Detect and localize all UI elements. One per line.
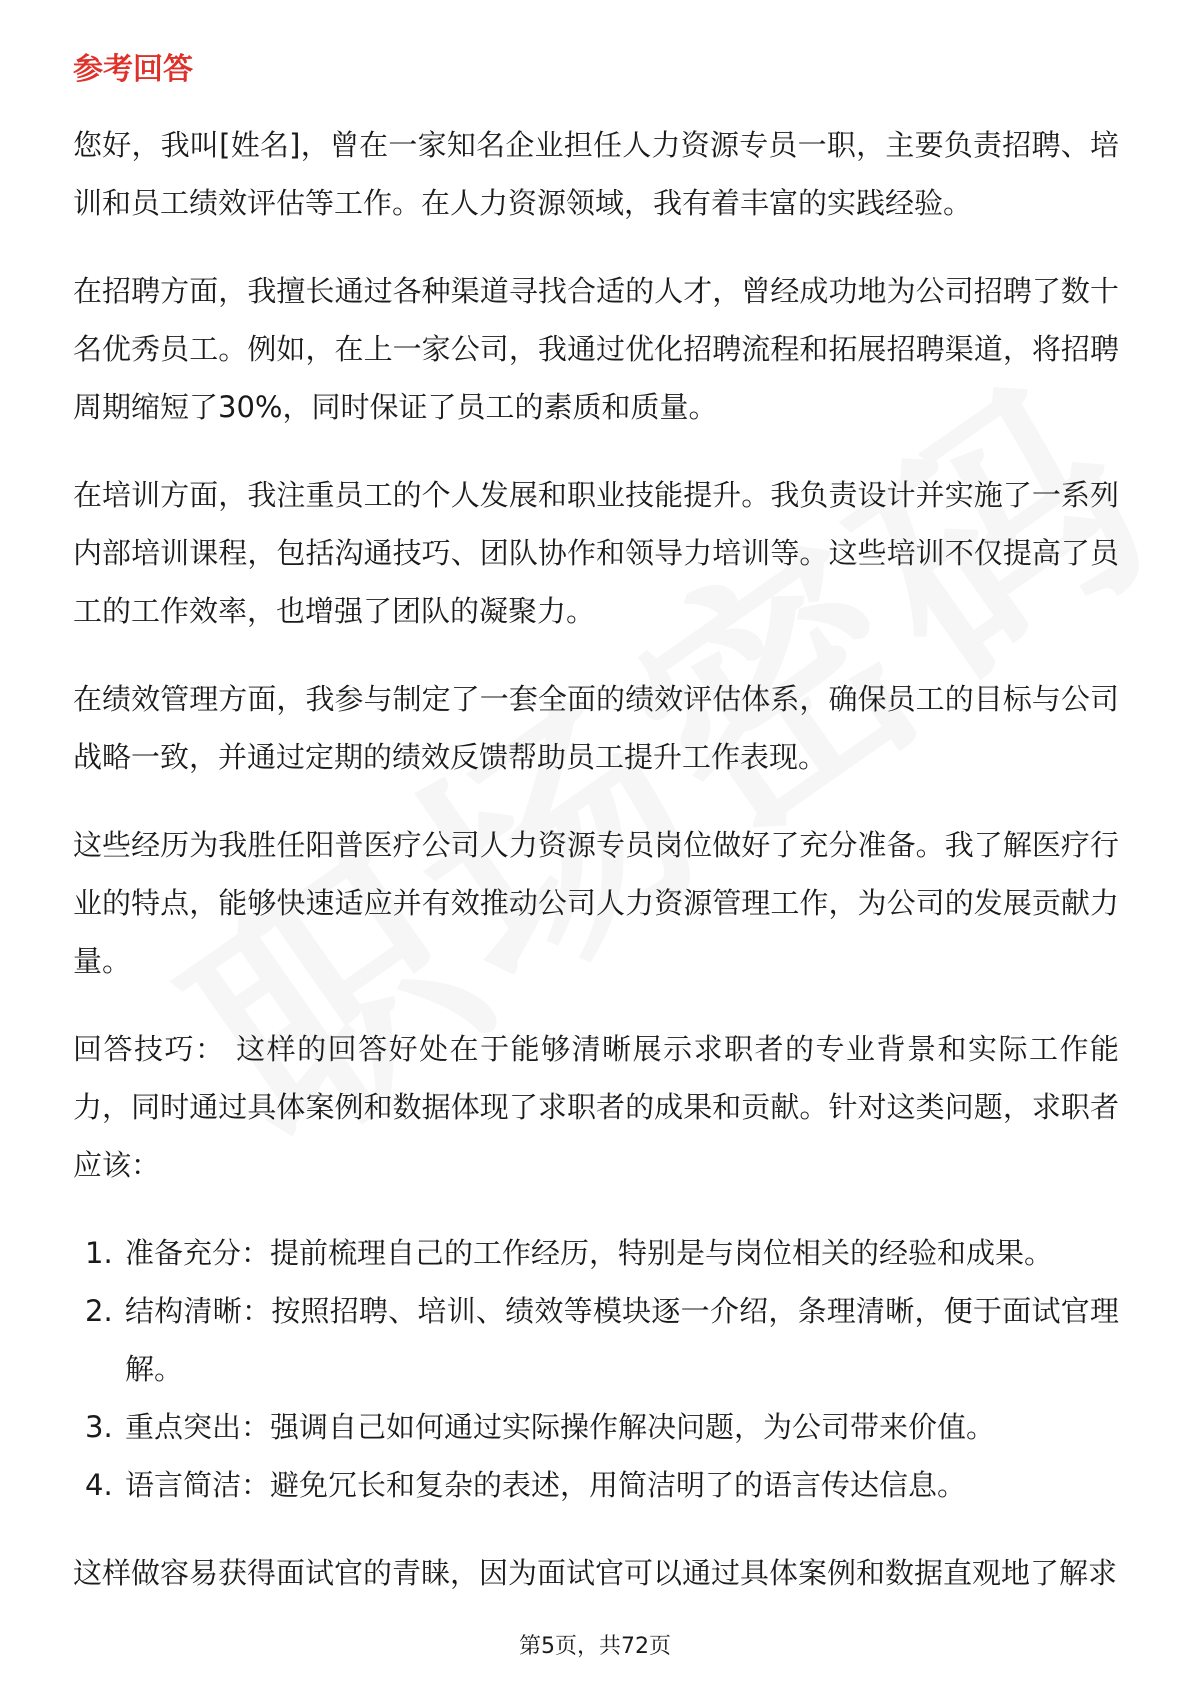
list-item-number: 1. (85, 1236, 113, 1270)
list-item-number: 3. (85, 1410, 113, 1444)
answer-body (73, 116, 1119, 1632)
paragraph-summary: 这些经历为我胜任阳普医疗公司人力资源专员岗位做好了充分准备。我了解医疗行业的特点，能够快速适应并有效推动公司人力资源管理工作，为公司的发展贡献力量。 (73, 828, 1119, 978)
answer-tips: 回答技巧： 这样的回答好处在于能够清晰展示求职者的专业背景和实际工作能力，同时通过具体案例和数据体现了求职者的成果和贡献。针对这类问题，求职者应该： (73, 1032, 1119, 1182)
paragraph-closing: 这样做容易获得面试官的青睐，因为面试官可以通过具体案例和数据直观地了解求 (73, 1556, 1118, 1590)
tips-list (73, 1224, 1119, 1514)
paragraph-training: 在培训方面，我注重员工的个人发展和职业技能提升。我负责设计并实施了一系列内部培训课程，包括沟通技巧、团队协作和领导力培训等。这些培训不仅提高了员工的工作效率，也增强了团队的凝聚力。 (73, 478, 1119, 628)
list-item-text: 结构清晰：按照招聘、培训、绩效等模块逐一介绍，条理清晰，便于面试官理解。 (125, 1294, 1119, 1386)
list-item-text: 语言简洁：避免冗长和复杂的表述，用简洁明了的语言传达信息。 (125, 1468, 967, 1502)
list-item-number: 2. (85, 1294, 113, 1328)
list-item (73, 1456, 1119, 1514)
paragraph-recruiting: 在招聘方面，我擅长通过各种渠道寻找合适的人才，曾经成功地为公司招聘了数十名优秀员工。例如，在上一家公司，我通过优化招聘流程和拓展招聘渠道，将招聘周期缩短了30%，同时保证了员工的素质和质量。 (73, 274, 1119, 424)
list-item (73, 1282, 1119, 1398)
list-item (73, 1224, 1119, 1282)
paragraph-performance: 在绩效管理方面，我参与制定了一套全面的绩效评估体系，确保员工的目标与公司战略一致，并通过定期的绩效反馈帮助员工提升工作表现。 (73, 682, 1119, 774)
list-item-text: 准备充分：提前梳理自己的工作经历，特别是与岗位相关的经验和成果。 (125, 1236, 1054, 1270)
page-number: 第5页，共72页 (519, 1634, 671, 1659)
list-item-number: 4. (85, 1468, 113, 1502)
paragraph-intro: 您好，我叫[姓名]，曾在一家知名企业担任人力资源专员一职，主要负责招聘、培训和员工绩效评估等工作。在人力资源领域，我有着丰富的实践经验。 (73, 128, 1119, 220)
section-title: 参考回答 (73, 52, 193, 87)
list-item (73, 1398, 1119, 1456)
list-item-text: 重点突出：强调自己如何通过实际操作解决问题，为公司带来价值。 (125, 1410, 996, 1444)
